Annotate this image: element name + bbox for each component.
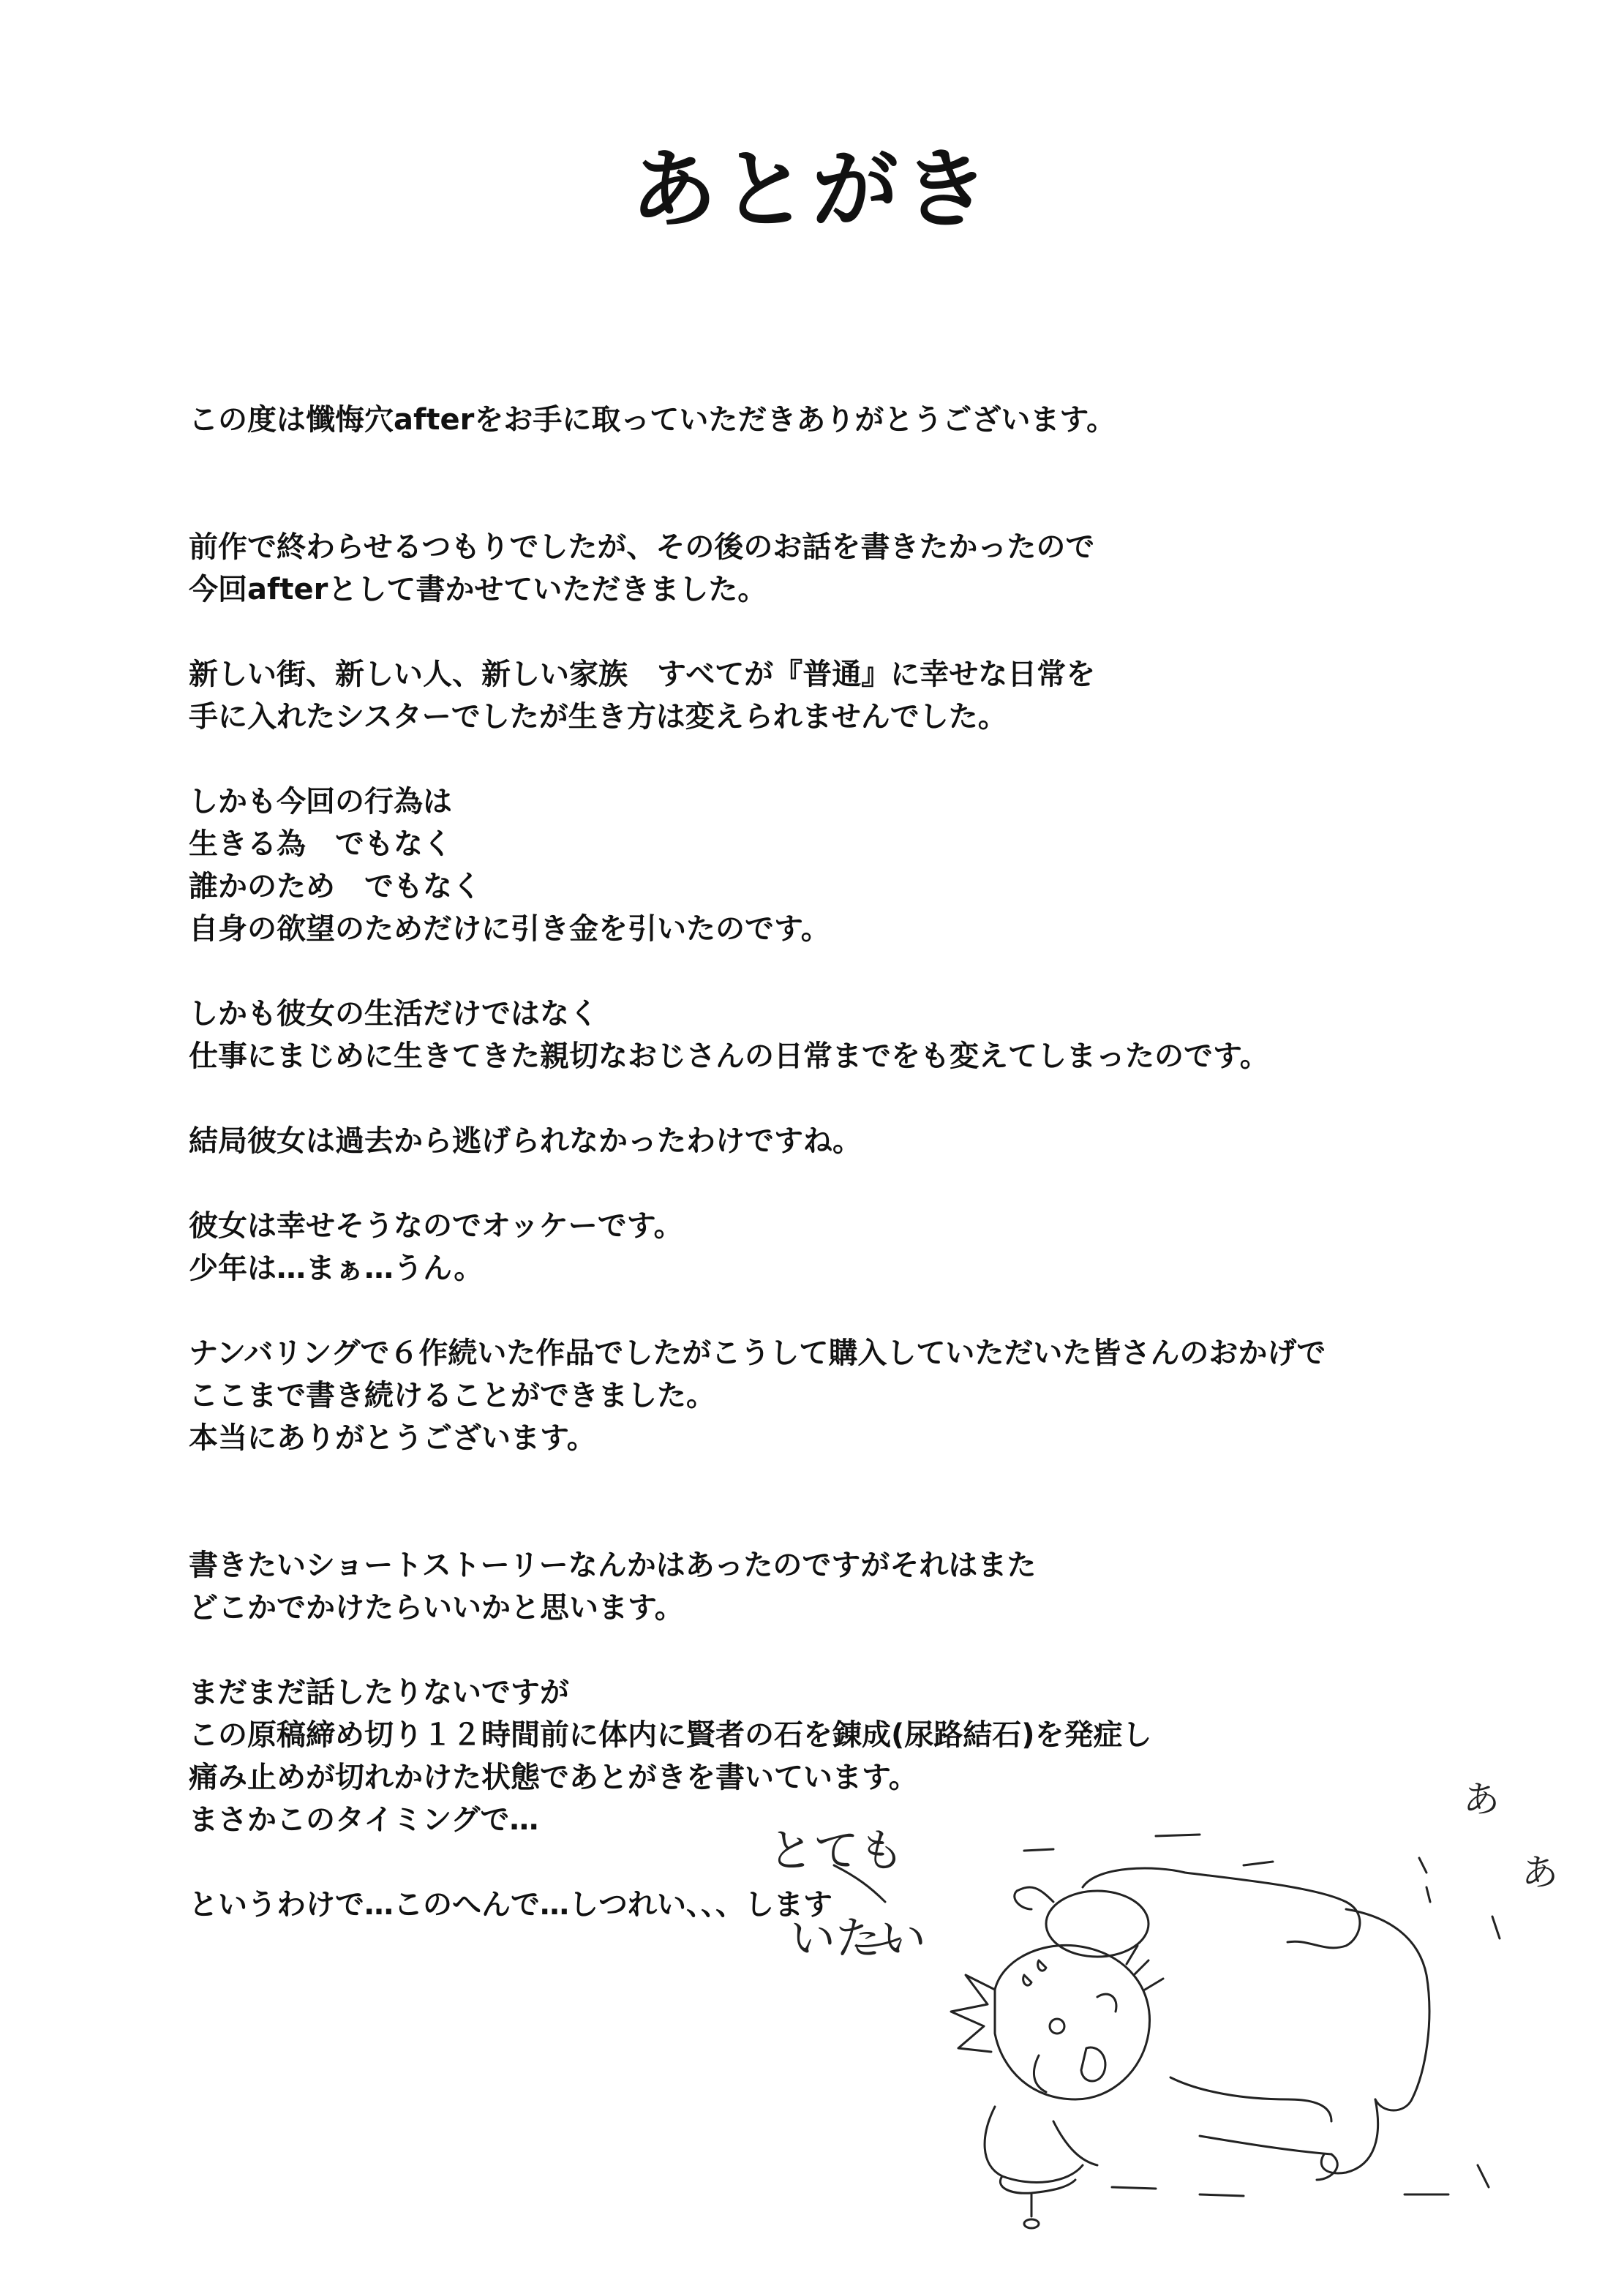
text-line: ナンバリングで６作続いた作品でしたがこうして購入していただいた皆さんのおかげで: [189, 1336, 1326, 1370]
text-line: 痛み止めが切れかけた状態であとがきを書いています。: [189, 1761, 918, 1794]
text-line: 彼女は幸せそうなのでオッケーです。: [189, 1209, 683, 1243]
paragraph-gap: [189, 738, 1579, 780]
doodle-sfx-1: あ: [1463, 1778, 1500, 1821]
text-line: どこかでかけたらいいかと思います。: [189, 1591, 684, 1625]
text-line: というわけで…このへんで…しつれい、、、します: [189, 1888, 832, 1922]
text-line: 前作で終わらせるつもりでしたが、その後のお話を書きたかったので: [189, 530, 1095, 564]
author-doodle-illustration: [688, 1756, 1595, 2238]
paragraph-gap: [189, 1162, 1579, 1205]
text-line: 結局彼女は過去から逃げられなかったわけですね。: [189, 1124, 862, 1158]
paragraph: [189, 1120, 1579, 1162]
text-line: ここまで書き続けることができました。: [189, 1379, 715, 1413]
text-line: この原稿締め切り１２時間前に体内に賢者の石を錬成(尿路結石)を発症し: [189, 1718, 1152, 1752]
text-line: しかも今回の行為は: [189, 785, 452, 819]
text-line: 自身の欲望のためだけに引き金を引いたのです。: [189, 912, 830, 946]
text-line: しかも彼女の生活だけではなく: [189, 997, 598, 1031]
paragraph-gap: [189, 950, 1579, 993]
paragraph: [189, 653, 1579, 738]
text-line: 少年は…まぁ…うん。: [189, 1252, 484, 1285]
paragraph: [189, 1544, 1579, 1629]
paragraph-gap: [189, 1629, 1579, 1671]
page-title: あとがき: [630, 139, 993, 240]
doodle-caption-2: いたい: [790, 1911, 927, 1965]
paragraph-gap: [189, 611, 1579, 653]
paragraph-gap: [189, 1077, 1579, 1120]
text-line: この度は懺悔穴afterをお手に取っていただきありがとうございます。: [189, 403, 1116, 437]
doodle-caption-1: とても: [768, 1824, 905, 1877]
text-line: 今回afterとして書かせていただきました。: [189, 573, 767, 606]
paragraph-gap: [189, 1290, 1579, 1332]
text-line: まさかこのタイミングで…: [189, 1803, 539, 1837]
text-line: 手に入れたシスターでしたが生き方は変えられませんでした。: [189, 700, 1007, 734]
paragraph-gap: [189, 1459, 1579, 1544]
paragraph: [189, 993, 1579, 1077]
text-line: 書きたいショートストーリーなんかはあったのですがそれはまた: [189, 1549, 1037, 1582]
paragraph: [189, 1332, 1579, 1459]
text-line: まだまだ話したりないですが: [189, 1676, 569, 1709]
text-line: 本当にありがとうございます。: [189, 1421, 596, 1455]
text-line: 仕事にまじめに生きてきた親切なおじさんの日常までをも変えてしまったのです。: [189, 1039, 1269, 1073]
text-line: 誰かのため でもなく: [189, 870, 481, 903]
afterword-body: [189, 399, 1579, 1926]
paragraph: [189, 526, 1579, 611]
text-line: 新しい街、新しい人、新しい家族 すべてが『普通』に幸せな日常を: [189, 658, 1096, 691]
text-line: 生きる為 でもなく: [189, 827, 452, 861]
paragraph: [189, 780, 1579, 950]
doodle-sfx-2: あ: [1522, 1851, 1558, 1894]
paragraph-gap: [189, 441, 1579, 526]
paragraph: [189, 399, 1579, 441]
paragraph: [189, 1205, 1579, 1290]
